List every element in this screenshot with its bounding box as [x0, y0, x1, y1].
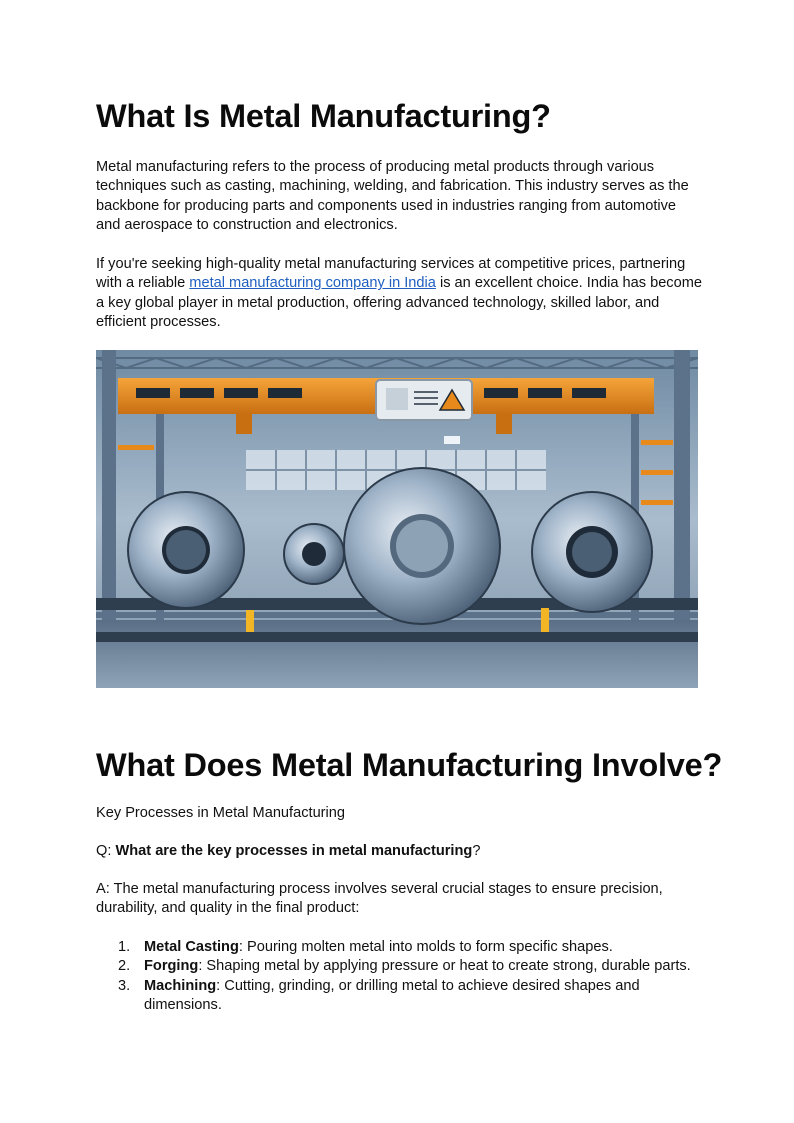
india-paragraph-end: is an excellent choice. India has become a key global player in metal production, offering advanced technology, skilled labor, and efficient processes.: [96, 275, 702, 331]
list-item: [96, 977, 702, 1016]
list-number: 1.: [118, 939, 131, 955]
factory-illustration-icon: [96, 350, 698, 688]
india-paragraph: [96, 255, 702, 333]
list-item: [96, 938, 702, 957]
india-paragraph-start: If you're seeking high-quality metal manufacturing services at competitive prices, partnering with a reliable: [96, 256, 686, 292]
list-term: Metal Casting: [144, 939, 239, 955]
list-term: Forging: [144, 958, 199, 975]
list-description: : Shaping metal by applying pressure or heat to create strong, durable parts.: [198, 958, 691, 975]
heading-what-is-metal-manufacturing: What Is Metal Manufacturing?: [96, 98, 551, 134]
answer-paragraph: A: The metal manufacturing process involves several crucial stages to ensure precision, durability, and quality in the final product:: [96, 881, 663, 917]
metal-manufacturing-company-link[interactable]: metal manufacturing company in India: [189, 275, 436, 292]
list-description: : Cutting, grinding, or drilling metal to achieve desired shapes and dimensions.: [144, 977, 640, 1014]
process-list: [96, 938, 702, 1016]
list-description: : Pouring molten metal into molds to form specific shapes.: [238, 939, 613, 955]
heading-what-does-metal-manufacturing-involve: What Does Metal Manufacturing Involve?: [96, 747, 723, 783]
question-line: [96, 842, 480, 861]
question-text: What are the key processes in metal manufacturing: [115, 843, 473, 859]
key-processes-subheading: Key Processes in Metal Manufacturing: [96, 805, 346, 821]
steel-coils-factory-image: [96, 350, 698, 688]
list-term: Machining: [144, 977, 217, 994]
list-number: 2.: [118, 958, 131, 975]
question-mark: ?: [472, 843, 481, 859]
intro-paragraph: Metal manufacturing refers to the process of producing metal products through various techniques such as casting, machining, welding, and fabrication. This industry serves as the backbone for producing parts and components used in industries ranging from automotive and aerospace to construction and electronics.: [96, 159, 689, 234]
list-number: 3.: [118, 977, 131, 994]
list-item: [96, 957, 702, 976]
question-prefix: Q:: [96, 843, 116, 859]
